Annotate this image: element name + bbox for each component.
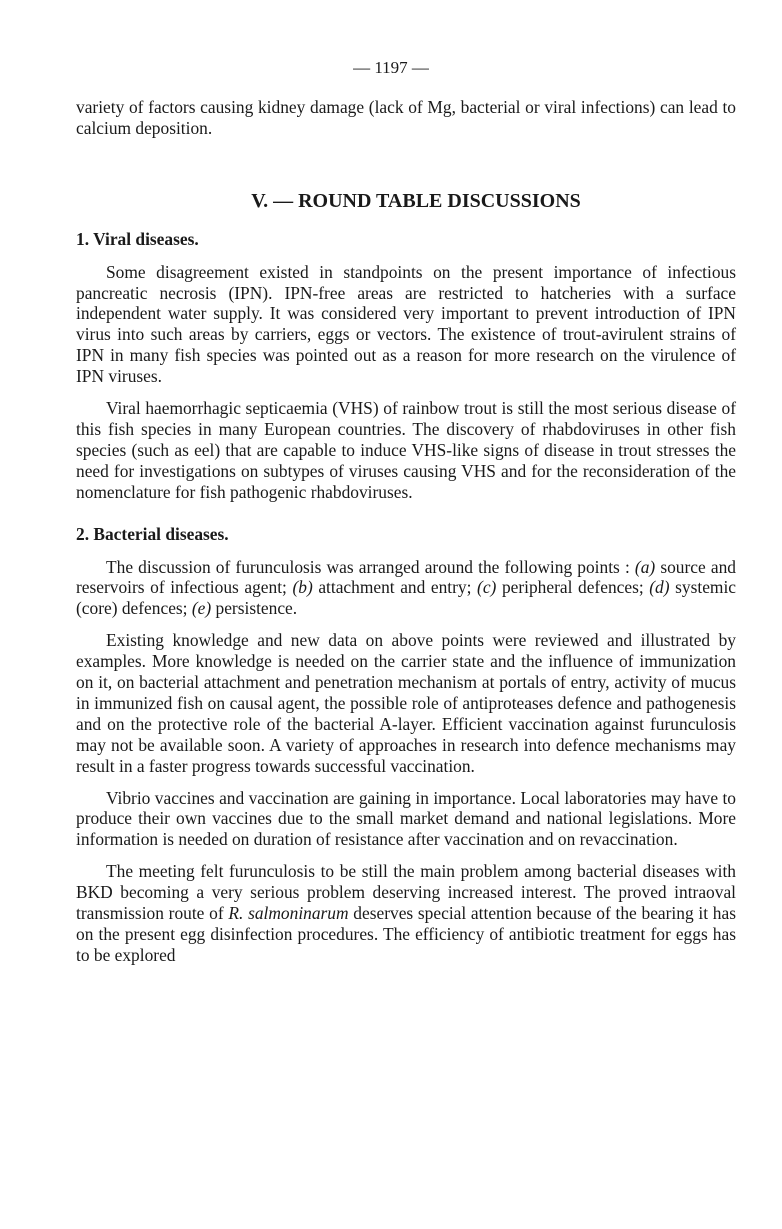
text-run: attachment and entry; [312, 577, 478, 598]
text-run: systemic (core) defences; [76, 577, 736, 619]
bacterial-paragraph-furunculosis [76, 557, 736, 620]
text-run: The meeting felt furunculosis to be still the main problem among bacterial diseases with BKD becoming a very serious problem deserving increased interest. The proved intraoval transmission route of [76, 861, 736, 924]
list-marker: (b) [292, 577, 313, 598]
species-name: R. salmoninarum [228, 903, 349, 924]
page-number: — 1197 — [353, 58, 429, 77]
section-title: V. — ROUND TABLE DISCUSSIONS [251, 189, 581, 212]
subsection-heading-bacterial: 2. Bacterial diseases. [76, 523, 229, 544]
intro-paragraph: variety of factors causing kidney damage (lack of Mg, bacterial or viral infections) can lead to calcium deposition. [76, 97, 736, 138]
viral-paragraph-vhs: Viral haemorrhagic septicaemia (VHS) of rainbow trout is still the most serious disease of this fish species in many European countries. The discovery of rhabdoviruses in other fish species (such as eel) that are capable to induce VHS-like signs of disease in trout stresses the need for investigations on subtypes of viruses causing VHS and for the reconsideration of the nomenclature for fish pathogenic rhabdoviruses. [76, 398, 736, 502]
text-run: source and reservoirs of infectious agent; [76, 556, 736, 598]
text-run: deserves special attention because of the bearing it has on the present egg disinfection procedures. The efficiency of antibiotic treatment for eggs has to be explored [76, 903, 736, 965]
page-body [76, 97, 736, 966]
list-marker: (e) [191, 598, 212, 619]
subsection-heading-viral: 1. Viral diseases. [76, 228, 199, 249]
list-marker: (d) [649, 577, 670, 598]
text-run: persistence. [211, 598, 298, 619]
bacterial-paragraph-vibrio: Vibrio vaccines and vaccination are gaining in importance. Local laboratories may have to produce their own vaccines due to the small market demand and national legislations. More information is needed on duration of resistance after vaccination and on revaccination. [76, 787, 736, 850]
list-marker: (a) [634, 556, 656, 577]
bacterial-paragraph-bkd [76, 861, 736, 966]
text-run: The discussion of furunculosis was arranged around the following points : [106, 556, 635, 577]
viral-paragraph-ipn: Some disagreement existed in standpoints on the present importance of infectious pancreatic necrosis (IPN). IPN-free areas are restricted to hatcheries with a surface independent water supply. It was considered very important to prevent introduction of IPN virus into such areas by carriers, eggs or vectors. The existence of trout-avirulent strains of IPN in many fish species was pointed out as a reason for more research on the virulence of IPN viruses. [76, 261, 736, 387]
text-run: peripheral defences; [496, 577, 650, 598]
list-marker: (c) [477, 577, 497, 598]
bacterial-paragraph-knowledge: Existing knowledge and new data on above points were reviewed and illustrated by examples. More knowledge is needed on the carrier state and the influence of immunization on it, on bacterial attachment and penetration mechanism at portals of entry, activity of mucus in immunized fish on causal agent, the possible role of antiproteases defence and pathogenesis and on the protective role of the bacterial A-layer. Efficient vaccination against furunculosis may not be available soon. A variety of approaches in research into defence mechanisms may result in a faster progress towards successful vaccination. [76, 630, 736, 776]
